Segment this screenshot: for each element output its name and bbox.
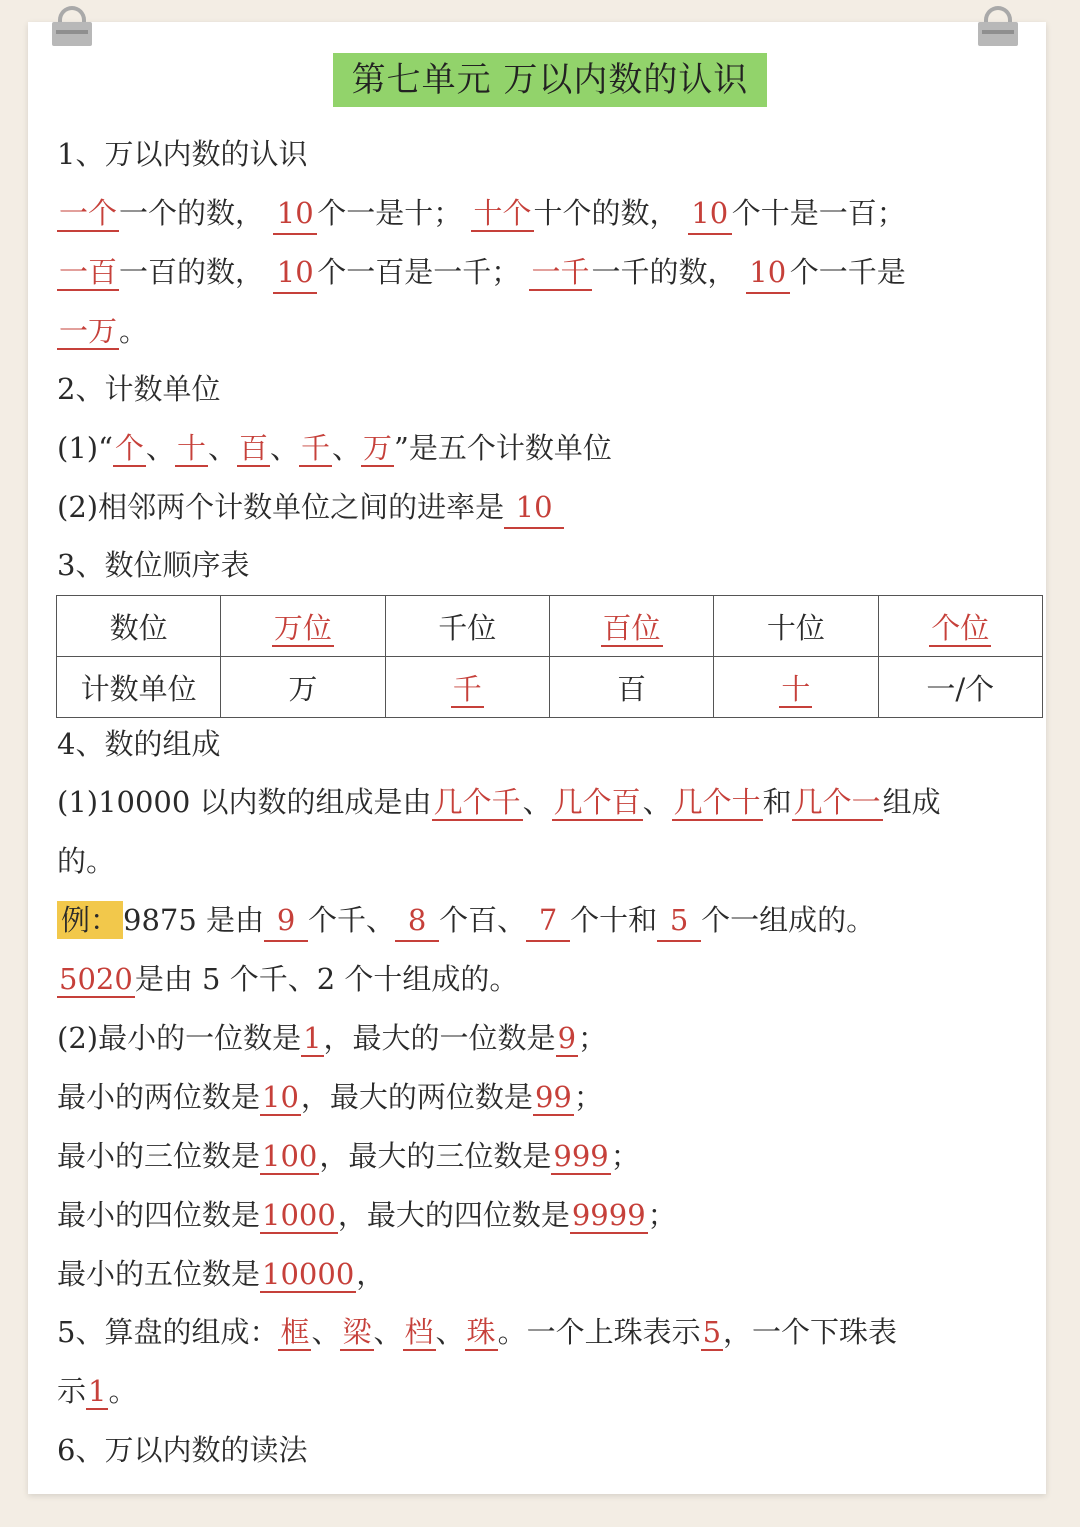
- min-max-2-digit: 最小的两位数是10，最大的两位数是99；: [57, 1080, 603, 1114]
- table-cell: 十: [714, 657, 878, 718]
- section-4-heading: 4、数的组成: [57, 727, 221, 761]
- abacus-line-2: 示1。: [57, 1374, 138, 1408]
- min-max-3-digit: 最小的三位数是100，最大的三位数是999；: [57, 1139, 640, 1173]
- section-1-heading: 1、万以内数的认识: [57, 137, 308, 171]
- example-label: 例：: [57, 901, 123, 939]
- table-row: [57, 596, 1043, 657]
- section-1-line-3: 一万。: [59, 314, 149, 348]
- table-cell: 个位: [878, 596, 1043, 657]
- example-line: 例： 9875 是由 9 个千、 8 个百、 7 个十和 5 个一组成的。: [57, 900, 875, 942]
- composition-line-1: (1)10000 以内数的组成是由几个千、几个百、几个十和几个一组成: [57, 785, 941, 819]
- abacus-line-1: 5、算盘的组成：框、梁、档、珠。一个上珠表示5，一个下珠表: [57, 1315, 898, 1349]
- counting-units-line: (1)“个、十、百、千、万”是五个计数单位: [57, 431, 612, 465]
- section-2-heading: 2、计数单位: [57, 372, 221, 406]
- section-1-line-2: 一百一百的数， 10 个一百是一千； 一千一千的数， 10 个一千是: [57, 252, 906, 294]
- section-3-heading: 3、数位顺序表: [57, 548, 250, 582]
- composition-line-2: 的。: [57, 844, 116, 878]
- example-line-2: 5020是由 5 个千、2 个十组成的。: [59, 962, 519, 996]
- section-6-heading: 6、万以内数的读法: [57, 1433, 308, 1467]
- page-title: 第七单元 万以内数的认识: [333, 53, 767, 107]
- table-cell: 百: [549, 657, 713, 718]
- table-cell: 百位: [549, 596, 713, 657]
- place-value-table: [56, 595, 1043, 718]
- base-rate-line: (2)相邻两个计数单位之间的进率是 10: [57, 487, 564, 529]
- table-cell: 数位: [57, 596, 221, 657]
- min-5-digit: 最小的五位数是10000，: [57, 1257, 386, 1291]
- binder-clip-icon: [978, 6, 1018, 46]
- binder-clip-icon: [52, 6, 92, 46]
- table-cell: 计数单位: [57, 657, 221, 718]
- table-cell: 十位: [714, 596, 878, 657]
- table-cell: 千: [385, 657, 549, 718]
- table-cell: 一/个: [878, 657, 1043, 718]
- table-row: [57, 657, 1043, 718]
- section-1-line-1: 一个一个的数， 10 个一是十； 十个十个的数， 10 个十是一百；: [57, 193, 906, 235]
- min-max-1-digit: (2)最小的一位数是1，最大的一位数是9；: [57, 1021, 608, 1055]
- table-cell: 千位: [385, 596, 549, 657]
- min-max-4-digit: 最小的四位数是1000，最大的四位数是9999；: [57, 1198, 677, 1232]
- table-cell: 万: [221, 657, 385, 718]
- table-cell: 万位: [221, 596, 385, 657]
